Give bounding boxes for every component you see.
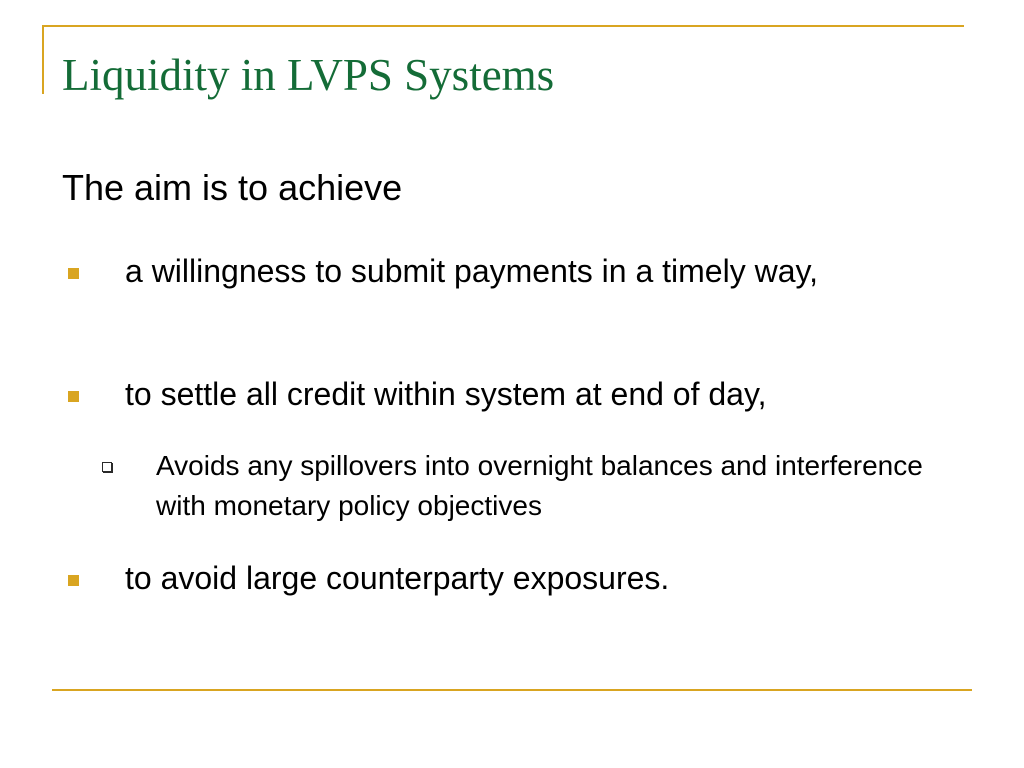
- square-bullet-icon: [68, 391, 79, 402]
- hollow-square-bullet-icon: [102, 462, 112, 472]
- slide-title: Liquidity in LVPS Systems: [62, 50, 555, 100]
- top-divider: [42, 25, 964, 27]
- square-bullet-icon: [68, 268, 79, 279]
- bottom-divider: [52, 689, 972, 691]
- bullet-item-counterparty-exposures: to avoid large counterparty exposures.: [125, 560, 670, 596]
- bullet-item-settle-credit: to settle all credit within system at end of day,: [125, 376, 767, 412]
- sub-bullet-item-spillovers: Avoids any spillovers into overnight balances and interference with monetary policy objectives: [156, 450, 923, 521]
- square-bullet-icon: [68, 575, 79, 586]
- bullet-item-timely-payments: a willingness to submit payments in a timely way,: [125, 253, 819, 289]
- intro-text: The aim is to achieve: [62, 167, 403, 208]
- left-divider: [42, 25, 44, 94]
